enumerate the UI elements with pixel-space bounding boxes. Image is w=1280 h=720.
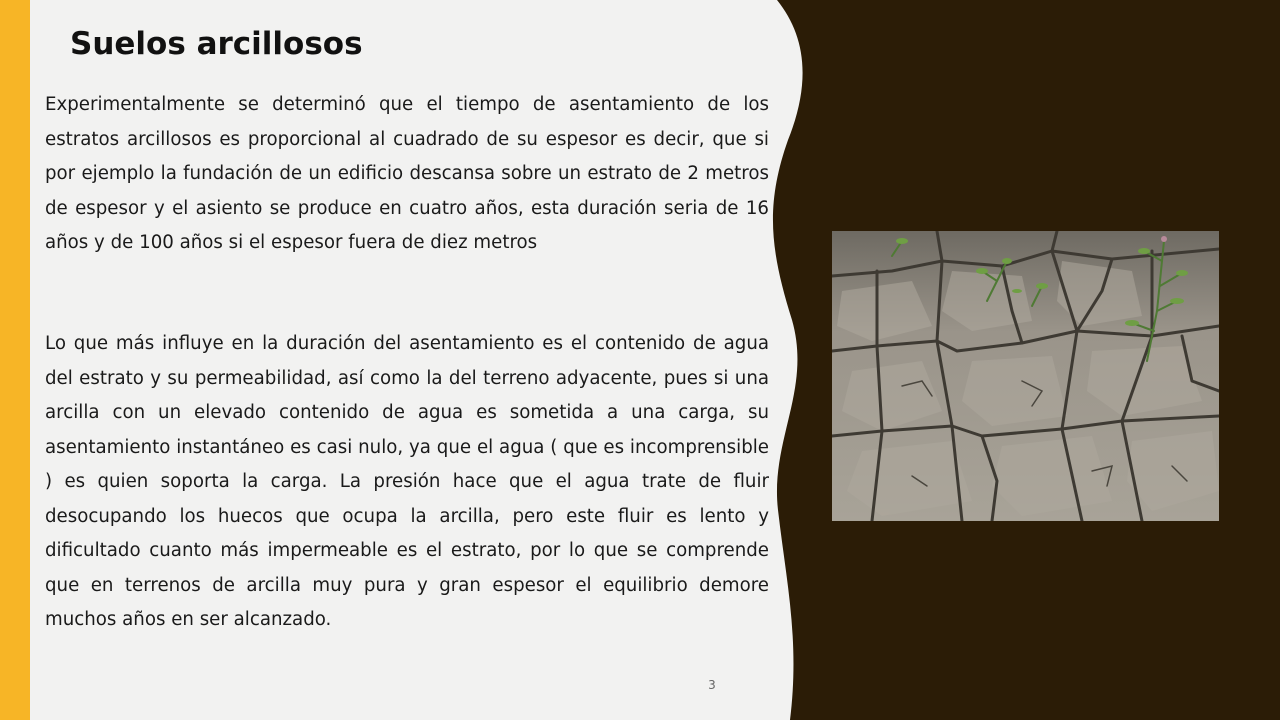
slide-title: Suelos arcillosos [70, 26, 363, 62]
paragraph-2: Lo que más influye en la duración del asentamiento es el contenido de agua del estrato y su permeabilidad, así como la del terreno adyacente, pues si una arcilla con un elevado contenido de agua es sometida a una carga, su asentamiento instantáneo es casi nulo, ya que el agua ( que es incomprensible ) es quien soporta la carga. La presión hace que el agua trate de fluir desocupando los huecos que ocupa la arcilla, pero este fluir es lento y dificultado cuanto más impermeable es el estrato, por lo que se comprende que en terrenos de arcilla muy pura y gran espesor el equilibrio demore muchos años en ser alcanzado. [45, 333, 769, 630]
cracked-soil-icon [832, 231, 1219, 521]
accent-bar [0, 0, 30, 720]
paragraph-1: Experimentalmente se determinó que el tiempo de asentamiento de los estratos arcillosos es proporcional al cuadrado de su espesor es decir, que si por ejemplo la fundación de un edificio descansa sobre un estrato de 2 metros de espesor y el asiento se produce en cuatro años, esta duración seria de 16 años y de 100 años si el espesor fuera de diez metros [45, 94, 769, 253]
cracked-soil-photo [832, 231, 1219, 521]
page-number: 3 [708, 678, 716, 692]
